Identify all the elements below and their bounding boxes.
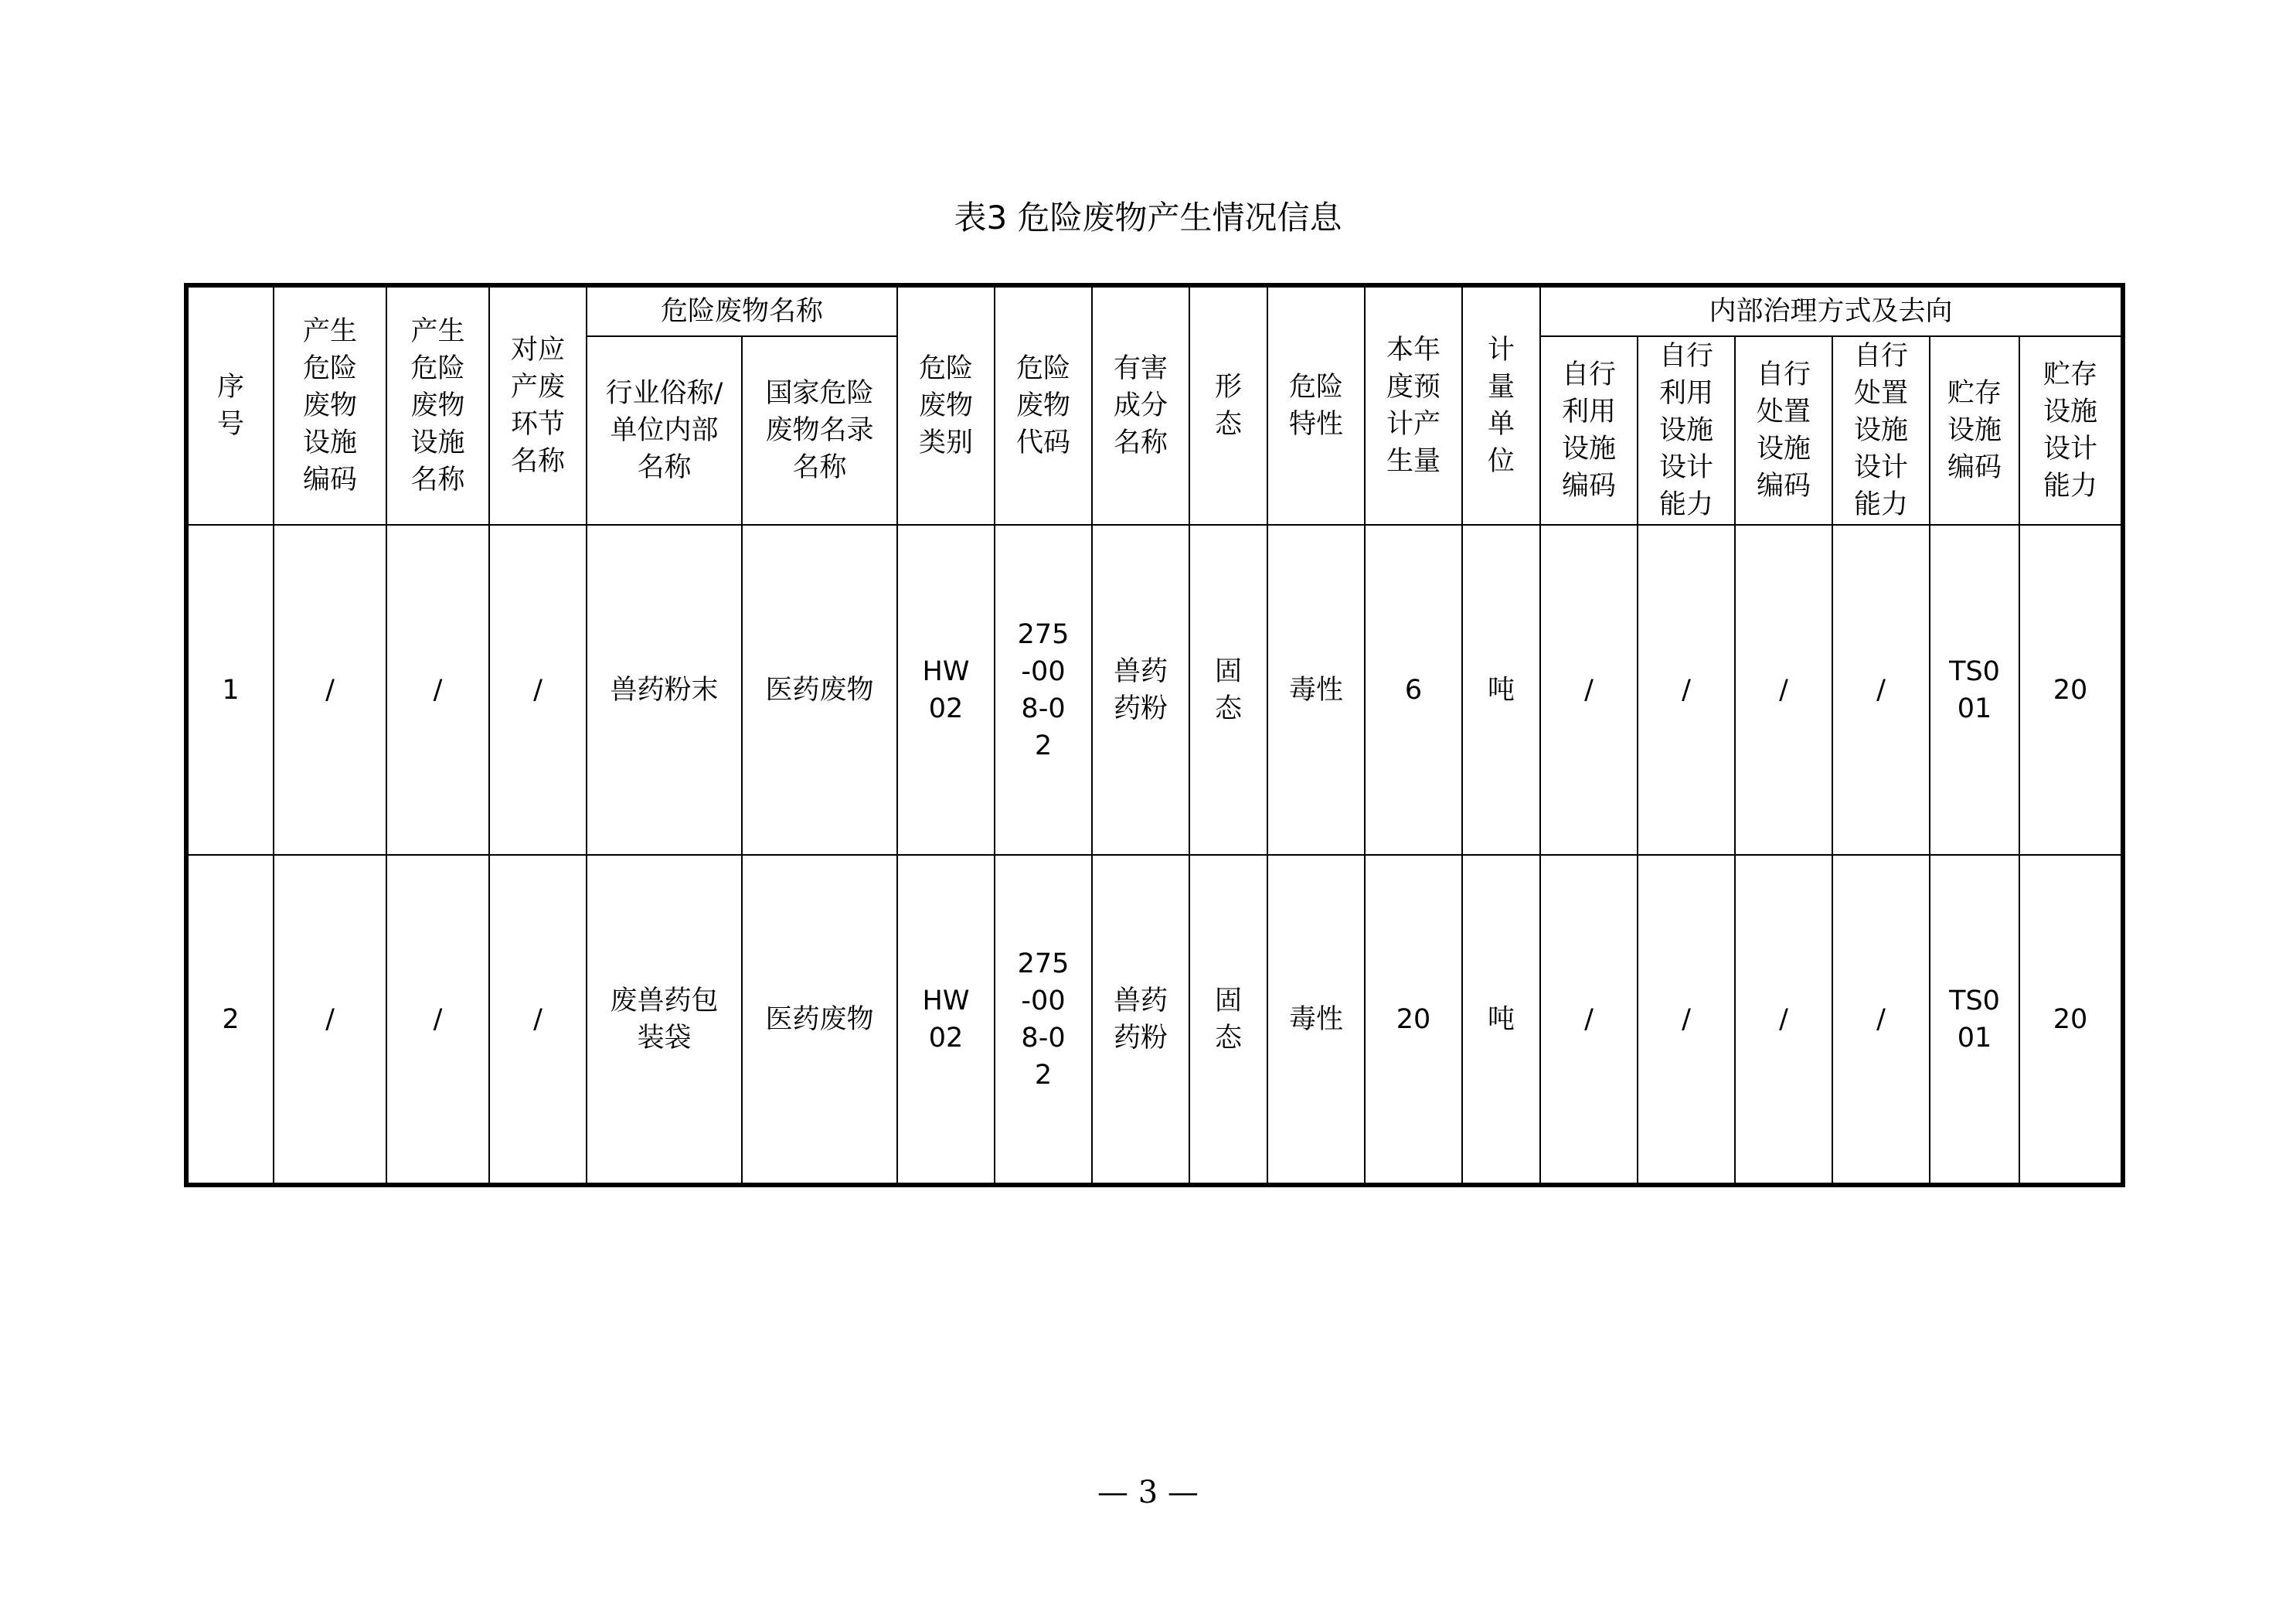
cell-seq: 1 bbox=[186, 525, 274, 855]
header-self-disposal-code: 自行处置设施编码 bbox=[1735, 336, 1832, 525]
table-row bbox=[186, 525, 2123, 855]
cell-storage-code: TS001 bbox=[1930, 855, 2019, 1185]
cell-national-name: 医药废物 bbox=[742, 525, 897, 855]
header-facility-code: 产生危险废物设施编码 bbox=[274, 285, 386, 525]
header-annual-amount: 本年度预计产生量 bbox=[1365, 285, 1462, 525]
page-title: 表3 危险废物产生情况信息 bbox=[954, 199, 1342, 237]
cell-process-step: / bbox=[489, 525, 587, 855]
header-storage-code: 贮存设施编码 bbox=[1930, 336, 2019, 525]
cell-industry-name: 兽药粉末 bbox=[587, 525, 742, 855]
cell-unit: 吨 bbox=[1462, 855, 1540, 1185]
cell-facility-code: / bbox=[274, 525, 386, 855]
header-self-use-code: 自行利用设施编码 bbox=[1540, 336, 1638, 525]
cell-code: 275-008-02 bbox=[995, 855, 1092, 1185]
cell-unit: 吨 bbox=[1462, 525, 1540, 855]
header-industry-name: 行业俗称/单位内部名称 bbox=[587, 336, 742, 525]
cell-category: HW02 bbox=[897, 855, 995, 1185]
cell-national-name: 医药废物 bbox=[742, 855, 897, 1185]
cell-self-disposal-capacity: / bbox=[1832, 525, 1930, 855]
header-property: 危险特性 bbox=[1267, 285, 1365, 525]
cell-process-step: / bbox=[489, 855, 587, 1185]
table-row bbox=[186, 855, 2123, 1185]
cell-self-disposal-code: / bbox=[1735, 855, 1832, 1185]
cell-self-disposal-code: / bbox=[1735, 525, 1832, 855]
header-seq: 序号 bbox=[186, 285, 274, 525]
cell-facility-code: / bbox=[274, 855, 386, 1185]
header-self-use-capacity: 自行利用设施设计能力 bbox=[1638, 336, 1735, 525]
cell-storage-code: TS001 bbox=[1930, 525, 2019, 855]
header-national-name: 国家危险废物名录名称 bbox=[742, 336, 897, 525]
cell-seq: 2 bbox=[186, 855, 274, 1185]
header-code: 危险废物代码 bbox=[995, 285, 1092, 525]
header-self-disposal-capacity: 自行处置设施设计能力 bbox=[1832, 336, 1930, 525]
cell-storage-capacity: 20 bbox=[2019, 525, 2123, 855]
cell-harmful-component: 兽药药粉 bbox=[1092, 855, 1189, 1185]
cell-form: 固态 bbox=[1189, 855, 1267, 1185]
cell-self-disposal-capacity: / bbox=[1832, 855, 1930, 1185]
cell-annual-amount: 20 bbox=[1365, 855, 1462, 1185]
cell-annual-amount: 6 bbox=[1365, 525, 1462, 855]
header-facility-name: 产生危险废物设施名称 bbox=[386, 285, 489, 525]
cell-self-use-capacity: / bbox=[1638, 855, 1735, 1185]
cell-property: 毒性 bbox=[1267, 525, 1365, 855]
header-category: 危险废物类别 bbox=[897, 285, 995, 525]
cell-self-use-code: / bbox=[1540, 855, 1638, 1185]
hazardous-waste-table bbox=[184, 283, 2125, 1187]
cell-facility-name: / bbox=[386, 855, 489, 1185]
cell-code: 275-008-02 bbox=[995, 525, 1092, 855]
cell-facility-name: / bbox=[386, 525, 489, 855]
header-harmful-component: 有害成分名称 bbox=[1092, 285, 1189, 525]
cell-property: 毒性 bbox=[1267, 855, 1365, 1185]
header-waste-name-group: 危险废物名称 bbox=[587, 285, 897, 336]
cell-storage-capacity: 20 bbox=[2019, 855, 2123, 1185]
cell-form: 固态 bbox=[1189, 525, 1267, 855]
header-process-step: 对应产废环节名称 bbox=[489, 285, 587, 525]
header-form: 形态 bbox=[1189, 285, 1267, 525]
cell-category: HW02 bbox=[897, 525, 995, 855]
header-storage-capacity: 贮存设施设计能力 bbox=[2019, 336, 2123, 525]
cell-harmful-component: 兽药药粉 bbox=[1092, 525, 1189, 855]
header-unit: 计量单位 bbox=[1462, 285, 1540, 525]
cell-self-use-capacity: / bbox=[1638, 525, 1735, 855]
cell-self-use-code: / bbox=[1540, 525, 1638, 855]
page-number: — 3 — bbox=[1097, 1475, 1199, 1510]
header-internal-group: 内部治理方式及去向 bbox=[1540, 285, 2123, 336]
cell-industry-name: 废兽药包装袋 bbox=[587, 855, 742, 1185]
